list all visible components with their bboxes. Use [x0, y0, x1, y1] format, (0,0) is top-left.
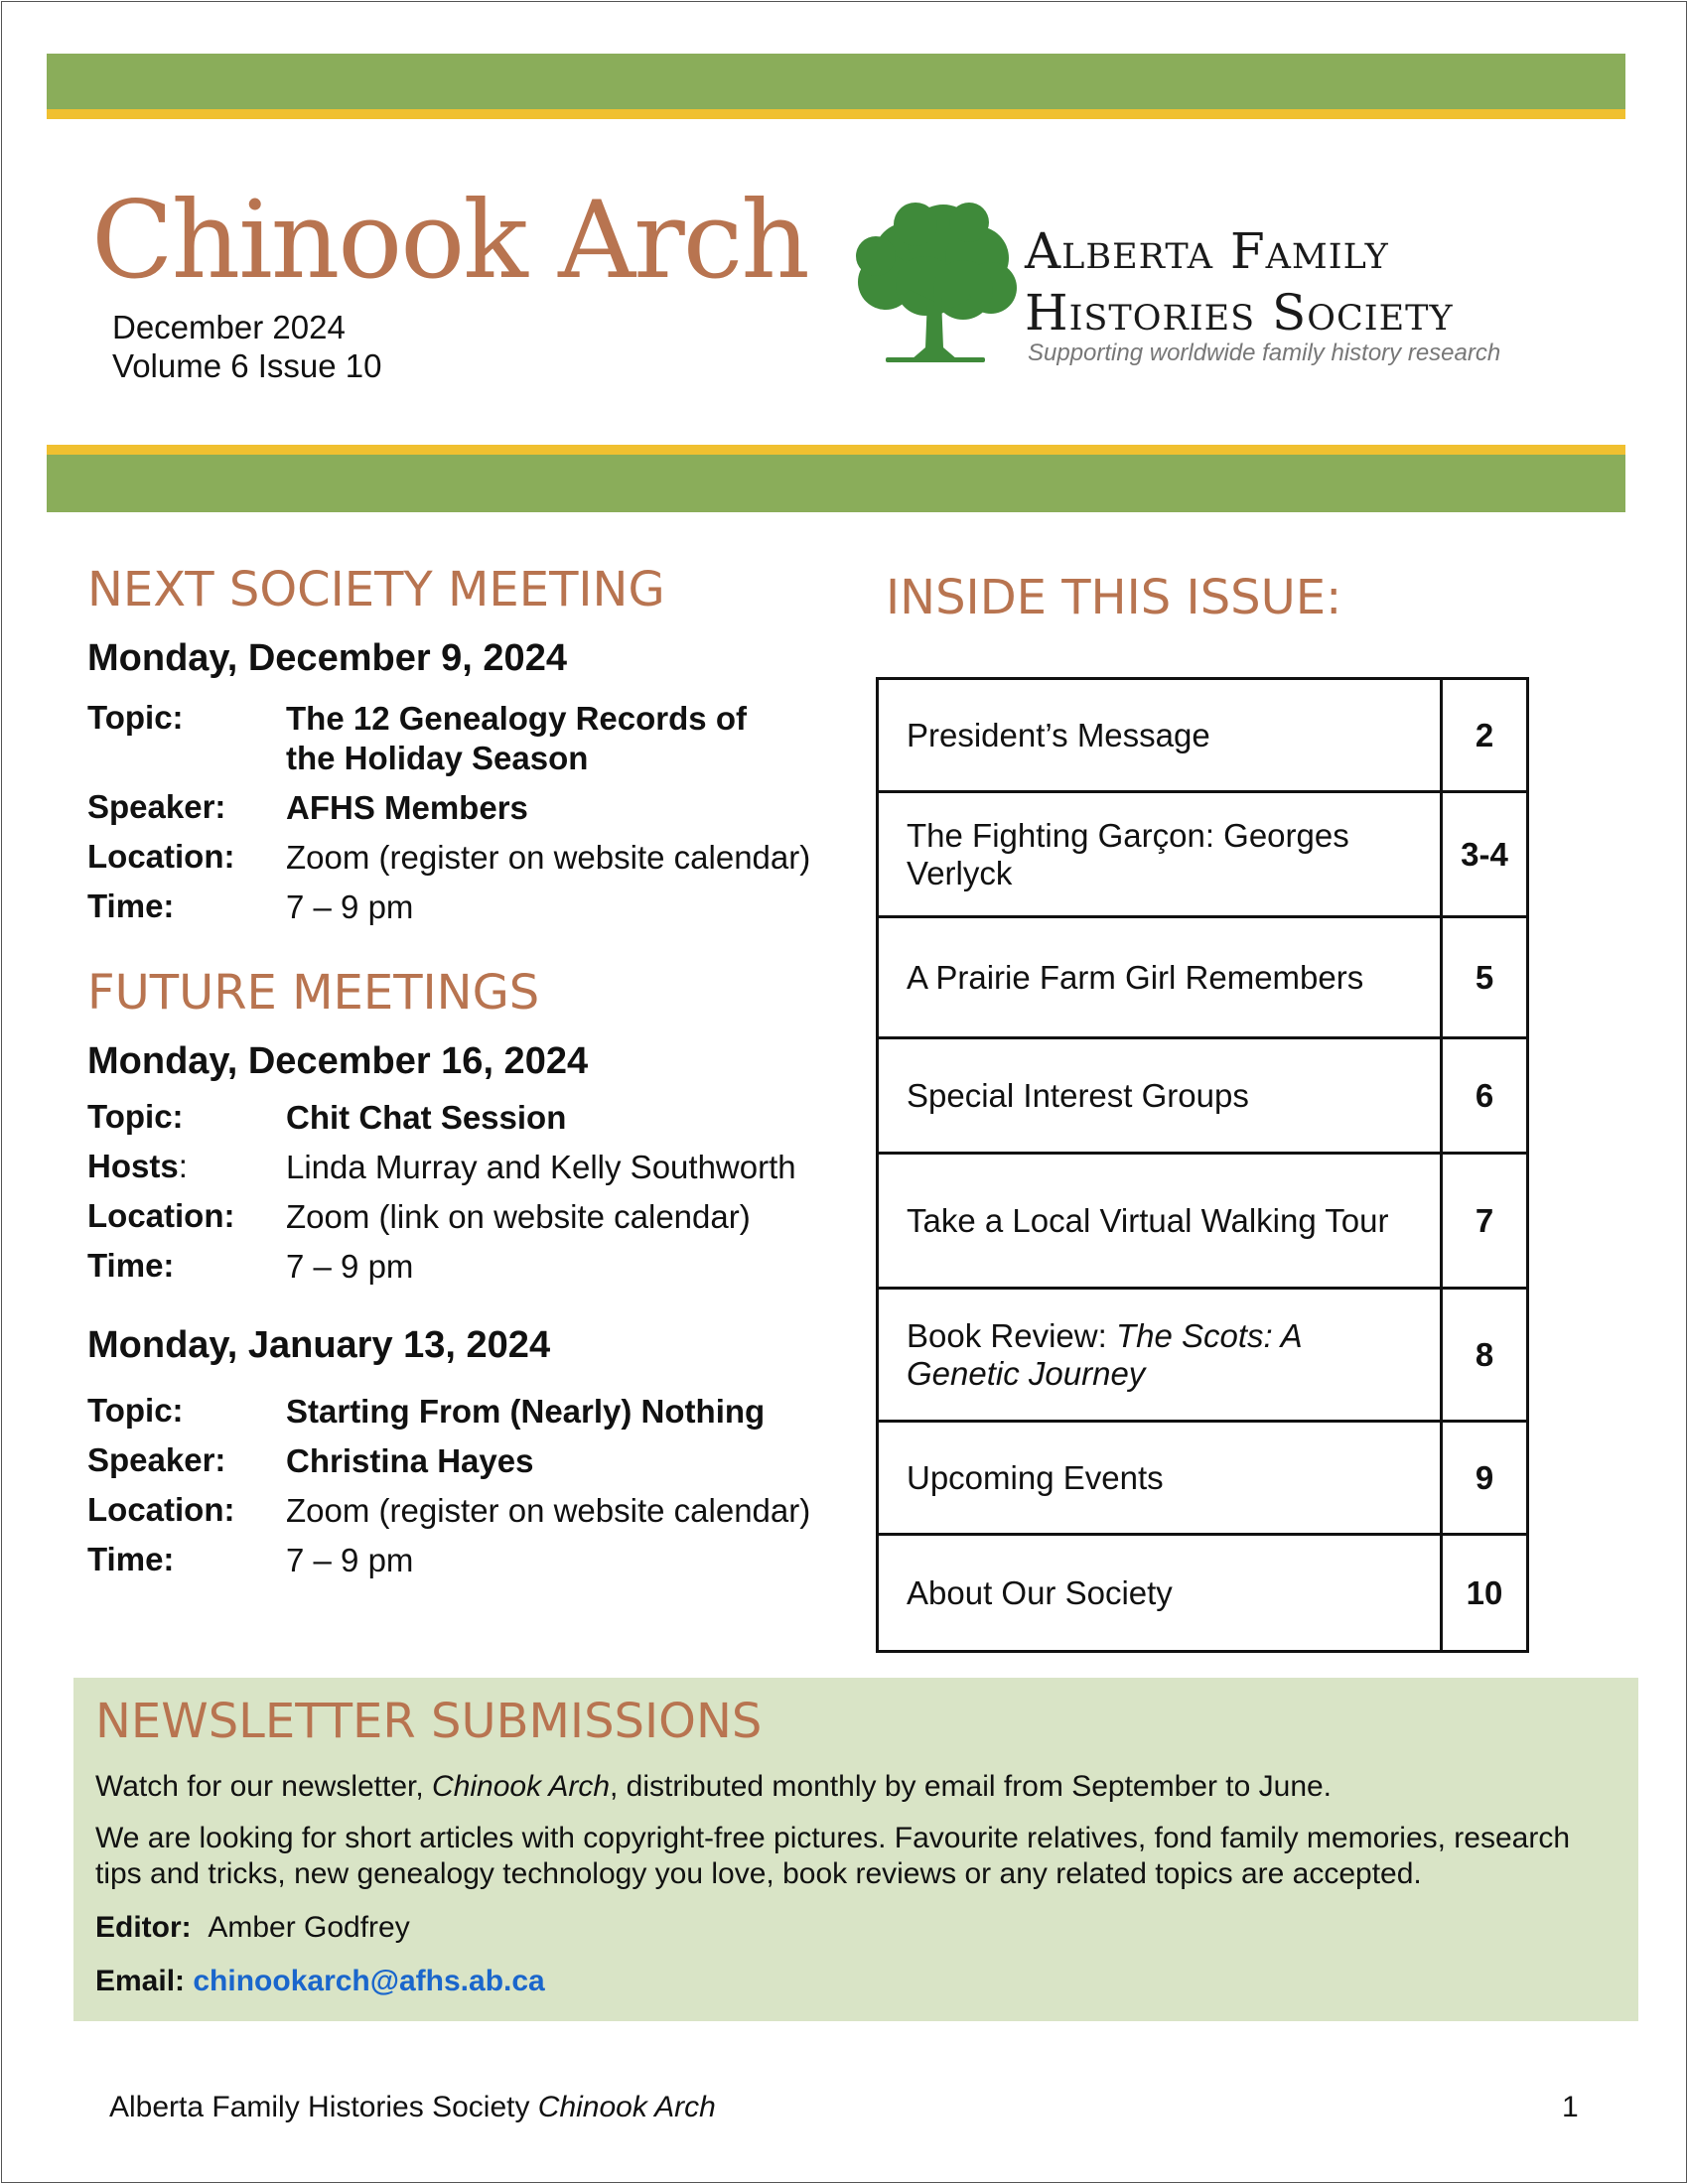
footer-title: Chinook Arch — [537, 2091, 716, 2123]
row-label: Time: — [87, 1247, 175, 1284]
toc-row[interactable] — [878, 1038, 1528, 1154]
row-label — [87, 1148, 188, 1185]
para1-before: Watch for our newsletter, — [95, 1770, 433, 1803]
email-line — [95, 1964, 1615, 1999]
issue-date: December 2024 — [112, 309, 346, 345]
header-band-top — [47, 54, 1625, 119]
inside-issue-heading: INSIDE THIS ISSUE: — [886, 570, 1342, 625]
future-meeting-date: Monday, December 16, 2024 — [87, 1040, 589, 1082]
editor-label: Editor: — [95, 1911, 192, 1944]
toc-page: 9 — [1442, 1422, 1528, 1535]
toc-title-prefix: Book Review: — [907, 1316, 1116, 1354]
toc-row[interactable] — [878, 679, 1528, 792]
organization-name-line2: Histories Society — [1025, 284, 1454, 341]
organization-name-line1: Alberta Family — [1025, 222, 1389, 280]
toc-title[interactable]: A Prairie Farm Girl Remembers — [878, 917, 1442, 1038]
row-value: 7 – 9 pm — [286, 1248, 414, 1285]
row-label: Topic: — [87, 1098, 184, 1135]
footer-page-number: 1 — [1562, 2091, 1579, 2123]
editor-name: Amber Godfrey — [208, 1911, 410, 1944]
next-meeting-date: Monday, December 9, 2024 — [87, 637, 567, 679]
toc-title[interactable]: The Fighting Garçon: Georges Verlyck — [878, 792, 1442, 917]
row-value: Chit Chat Session — [286, 1099, 567, 1136]
row-value: Zoom (register on website calendar) — [286, 839, 811, 876]
submissions-paragraph-2: We are looking for short articles with copyright-free pictures. Favourite relatives, fond family memories, research tips and tricks, new genealogy technology you love, book reviews or any related topics are accepted. — [95, 1822, 1571, 1890]
toc-row[interactable] — [878, 917, 1528, 1038]
toc-row[interactable] — [878, 792, 1528, 917]
toc-title[interactable] — [878, 1289, 1442, 1422]
footer-publication — [109, 2091, 716, 2124]
hosts-label-colon: : — [178, 1148, 188, 1184]
toc-title-italic: The Scots: A Genetic Journey — [907, 1316, 1302, 1392]
toc-page: 8 — [1442, 1289, 1528, 1422]
row-label: Location: — [87, 1197, 235, 1234]
band-gold — [47, 109, 1625, 119]
band-green — [47, 455, 1625, 512]
email-label: Email: — [95, 1965, 186, 1997]
toc-title[interactable]: Special Interest Groups — [878, 1038, 1442, 1154]
toc-title[interactable]: About Our Society — [878, 1535, 1442, 1652]
issue-info — [112, 308, 382, 385]
toc-title[interactable]: Upcoming Events — [878, 1422, 1442, 1535]
footer-org: Alberta Family Histories Society — [109, 2091, 538, 2123]
submissions-heading: NEWSLETTER SUBMISSIONS — [95, 1694, 763, 1749]
row-label: Speaker: — [87, 1441, 226, 1478]
toc-page: 3-4 — [1442, 792, 1528, 917]
newsletter-title: Chinook Arch — [91, 179, 808, 303]
row-value: 7 – 9 pm — [286, 1542, 414, 1578]
newsletter-submissions-box — [73, 1678, 1638, 2021]
row-value: Christina Hayes — [286, 1442, 534, 1479]
email-link[interactable]: chinookarch@afhs.ab.ca — [193, 1965, 545, 1997]
band-gold — [47, 445, 1625, 455]
row-value: Linda Murray and Kelly Southworth — [286, 1149, 796, 1185]
organization-tagline: Supporting worldwide family history research — [1028, 340, 1501, 366]
toc-row[interactable] — [878, 1535, 1528, 1652]
row-label: Topic: — [87, 699, 184, 736]
row-value: 7 – 9 pm — [286, 888, 414, 925]
toc-page: 6 — [1442, 1038, 1528, 1154]
row-label: Time: — [87, 887, 175, 924]
toc-page: 5 — [1442, 917, 1528, 1038]
row-label: Location: — [87, 838, 235, 875]
future-meeting-date: Monday, January 13, 2024 — [87, 1324, 551, 1366]
hosts-label: Hosts — [87, 1148, 179, 1184]
organization-name — [1025, 220, 1454, 343]
topic-line1: The 12 Genealogy Records of — [286, 700, 747, 737]
toc-page: 2 — [1442, 679, 1528, 792]
tree-logo-icon — [846, 199, 1020, 367]
para1-after: , distributed monthly by email from September to June. — [610, 1770, 1333, 1803]
toc-row[interactable] — [878, 1422, 1528, 1535]
row-label: Speaker: — [87, 788, 226, 825]
row-value — [286, 699, 747, 778]
next-meeting-heading: NEXT SOCIETY MEETING — [87, 562, 665, 617]
row-value: Zoom (register on website calendar) — [286, 1492, 811, 1529]
band-green — [47, 54, 1625, 109]
row-label: Topic: — [87, 1392, 184, 1429]
topic-line2: the Holiday Season — [286, 740, 589, 776]
toc-row[interactable] — [878, 1154, 1528, 1289]
para1-italic: Chinook Arch — [432, 1770, 611, 1803]
toc-row[interactable] — [878, 1289, 1528, 1422]
row-label: Location: — [87, 1491, 235, 1528]
row-value: Starting From (Nearly) Nothing — [286, 1393, 766, 1430]
row-value: Zoom (link on website calendar) — [286, 1198, 751, 1235]
table-of-contents — [876, 677, 1529, 1653]
future-meetings-heading: FUTURE MEETINGS — [87, 965, 540, 1021]
issue-volume: Volume 6 Issue 10 — [112, 347, 382, 384]
submissions-paragraph-1 — [95, 1769, 1615, 1805]
toc-title[interactable]: President’s Message — [878, 679, 1442, 792]
editor-line — [95, 1910, 1615, 1946]
header-band-bottom — [47, 445, 1625, 512]
toc-page: 10 — [1442, 1535, 1528, 1652]
row-value: AFHS Members — [286, 789, 528, 826]
row-label: Time: — [87, 1541, 175, 1577]
toc-title[interactable]: Take a Local Virtual Walking Tour — [878, 1154, 1442, 1289]
toc-page: 7 — [1442, 1154, 1528, 1289]
